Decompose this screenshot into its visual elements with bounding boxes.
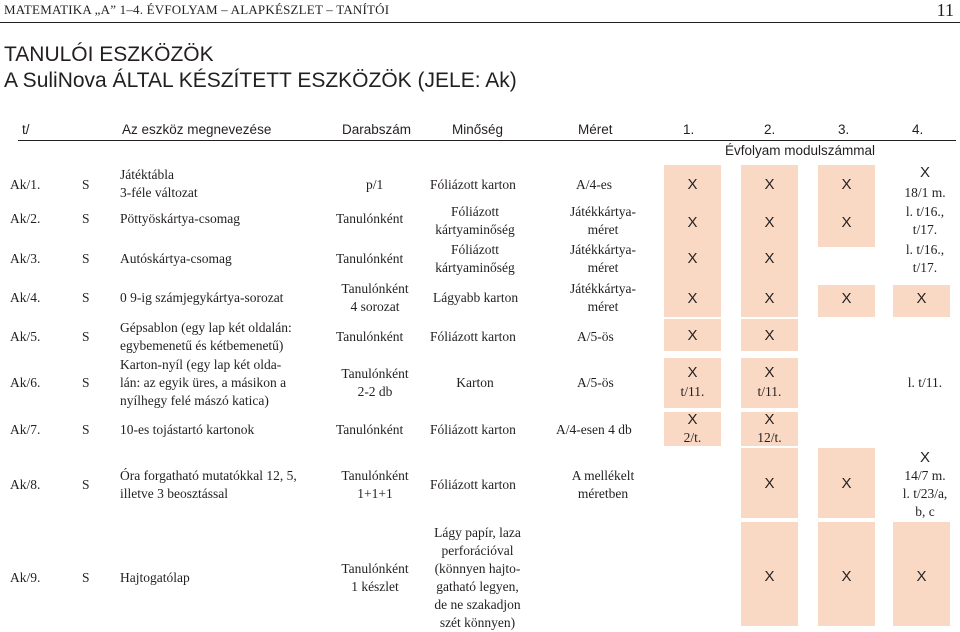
r4-g4: X [916,290,927,307]
r8-g4-x: X [919,449,930,466]
r6-g1-note: t/11. [680,384,705,399]
title-line-1: TANULÓI ESZKÖZÖK [4,43,214,66]
r6-g1-x: X [687,364,698,381]
r2-id: Ak/2. [10,211,41,226]
col-grade2-header: 2. [764,122,776,137]
r9-qty-2: 1 készlet [351,579,399,594]
r1-g3: X [841,176,852,193]
r6-name-3: nyílhegy felé mászó katica) [120,393,269,408]
r6-g2-note: t/11. [757,384,782,399]
r4-qty-1: Tanulónként [341,281,409,296]
r3-g4-2: t/17. [912,260,938,275]
r2-size-2: méret [587,222,619,237]
r1-g4-note: 18/1 m. [904,185,946,200]
r5-name-1: Gépsablon (egy lap két oldalán: [120,320,292,335]
col-grade3-header: 3. [838,122,850,137]
r2-g2: X [764,214,775,231]
r4-size-2: méret [587,299,619,314]
r8-qty-2: 1+1+1 [357,486,393,501]
r2-g1: X [687,214,698,231]
page-number: 11 [936,0,954,20]
r3-quality-1: Fóliázott [451,242,499,257]
r1-name-1: Játéktábla [120,167,174,182]
col-name-header: Az eszköz megnevezése [122,122,272,137]
r7-g2-x: X [764,411,775,428]
r5-name-2: egybemenetű és kétbemenetű) [120,338,284,353]
r7-g2-note: 12/t. [757,430,782,445]
r9-id: Ak/9. [10,570,41,585]
title-line-2: A SuliNova ÁLTAL KÉSZÍTETT ESZKÖZÖK (JELE: Ak) [4,69,517,92]
r3-name: Autóskártya-csomag [120,251,232,266]
r4-g2: X [764,290,775,307]
r5-size: A/5-ös [577,329,614,344]
r6-size: A/5-ös [577,375,614,390]
r4-g1: X [687,290,698,307]
r8-g2: X [764,475,775,492]
r7-qty: Tanulónként [336,422,404,437]
r3-qty: Tanulónként [336,251,404,266]
r8-g4-note-3: b, c [915,504,935,519]
r5-g1: X [687,327,698,344]
r9-qty-1: Tanulónként [341,561,409,576]
r7-name: 10-es tojástartó kartonok [120,422,255,437]
r3-s: S [82,251,90,266]
r9-quality-1: Lágy papír, laza [434,525,521,540]
r9-g2: X [764,568,775,585]
r3-g4-1: l. t/16., [905,242,945,257]
r8-id: Ak/8. [10,477,41,492]
r4-qty-2: 4 sorozat [350,299,400,314]
r1-g2: X [764,176,775,193]
r6-qty-2: 2-2 db [357,384,393,399]
r1-qty: p/1 [366,177,384,192]
r8-qty-1: Tanulónként [341,468,409,483]
r7-s: S [82,422,90,437]
r1-id: Ak/1. [10,177,41,192]
grade-group-header: Évfolyam modulszámmal [725,143,876,158]
r6-qty-1: Tanulónként [341,366,409,381]
r9-quality-5: de ne szakadjon [434,597,521,612]
r6-name-2: lán: az egyik üres, a másikon a [120,375,287,390]
r8-name-1: Óra forgatható mutatókkal 12, 5, [120,468,297,483]
r8-g4-note-2: l. t/23/a, [902,486,948,501]
r9-s: S [82,570,90,585]
r2-s: S [82,211,90,226]
r2-g3: X [841,214,852,231]
r5-quality: Fóliázott karton [430,329,516,344]
r8-g3: X [841,475,852,492]
r4-quality: Lágyabb karton [433,290,519,305]
header-rule [0,22,960,23]
col-grade1-header: 1. [683,122,695,137]
r1-g1: X [687,176,698,193]
r1-name-2: 3-féle változat [120,185,198,200]
r9-name: Hajtogatólap [120,570,190,585]
page-title [4,42,517,94]
r2-qty: Tanulónként [336,211,404,226]
r9-g4: X [916,568,927,585]
r7-g1-x: X [687,411,698,428]
r6-g2-x: X [764,364,775,381]
r9-quality-6: szét könnyen) [439,615,516,630]
r9-quality-2: perforációval [441,543,514,558]
r2-quality-1: Fóliázott [451,204,499,219]
col-quality-header: Minőség [452,122,504,137]
col-size-header: Méret [578,122,613,137]
r2-name: Pöttyöskártya-csomag [120,211,240,226]
r8-size-1: A mellékelt [571,468,635,483]
r5-s: S [82,329,90,344]
running-header: MATEMATIKA „A” 1–4. ÉVFOLYAM – ALAPKÉSZLET – TANÍTÓI [4,2,390,17]
r4-id: Ak/4. [10,290,41,305]
r2-size-1: Játékkártya- [570,204,636,219]
r9-quality-3: (könnyen hajto- [434,561,521,576]
r3-id: Ak/3. [10,251,41,266]
r8-size-2: méretben [577,486,629,501]
r5-g2: X [764,327,775,344]
r4-s: S [82,290,90,305]
r5-id: Ak/5. [10,329,41,344]
header-underline [18,140,956,141]
r6-s: S [82,375,90,390]
r5-qty: Tanulónként [336,329,404,344]
r4-g3: X [841,290,852,307]
r2-quality-2: kártyaminőség [435,222,515,237]
col-grade4-header: 4. [912,122,924,137]
r1-s: S [82,177,90,192]
r9-g3: X [841,568,852,585]
r8-name-2: illetve 3 beosztással [120,486,228,501]
r7-g1-note: 2/t. [683,430,702,445]
r7-id: Ak/7. [10,422,41,437]
r1-quality: Fóliázott karton [430,177,516,192]
col-qty-header: Darabszám [342,122,412,137]
r3-size-2: méret [587,260,619,275]
r6-id: Ak/6. [10,375,41,390]
r6-g4: l. t/11. [907,375,943,390]
r8-quality: Fóliázott karton [430,477,516,492]
col-id-header: t/ [22,122,30,137]
r1-size: A/4-es [576,177,612,192]
r3-g2: X [764,250,775,267]
r8-g4-note-1: 14/7 m. [904,468,946,483]
r1-g4-x: X [919,164,930,181]
r8-s: S [82,477,90,492]
r6-quality: Karton [456,375,494,390]
r6-name-1: Karton-nyíl (egy lap két olda- [120,357,282,372]
r3-quality-2: kártyaminőség [435,260,515,275]
r3-size-1: Játékkártya- [570,242,636,257]
r2-g4-1: l. t/16., [905,204,945,219]
r9-quality-4: gatható legyen, [436,579,519,594]
r4-name: 0 9-ig számjegykártya-sorozat [120,290,284,305]
r7-quality: Fóliázott karton [430,422,516,437]
r3-g1: X [687,250,698,267]
r4-size-1: Játékkártya- [570,281,636,296]
r2-g4-2: t/17. [912,222,938,237]
r7-size: A/4-esen 4 db [556,422,632,437]
